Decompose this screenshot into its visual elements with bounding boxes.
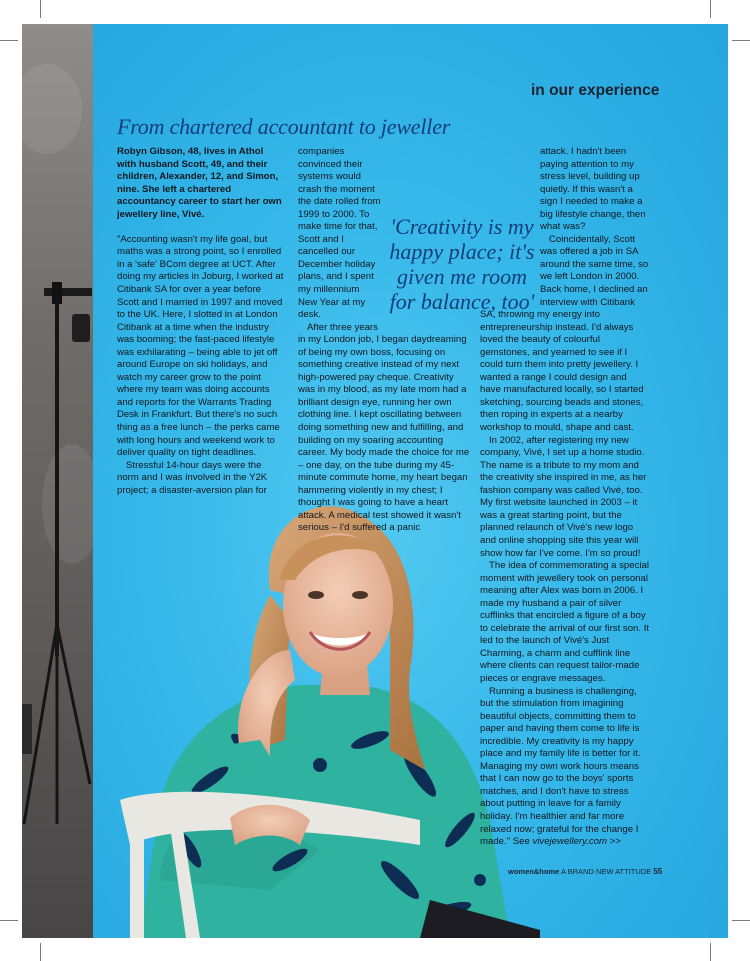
body-paragraph: attack. I hadn't been paying attention to my stress level, building up quietly. If this wasn't a sign I needed to make a big lifestyle change, then what was? bbox=[540, 146, 646, 233]
magazine-tagline: A BRAND NEW ATTITUDE bbox=[560, 867, 652, 876]
continue-arrows: >> bbox=[609, 836, 621, 848]
body-paragraph: "Accounting wasn't my life goal, but maths was a strong point, so I enrolled in a 'safe' BCom degree at UCT. After doing my articles in Joburg, I worked at Citibank SA for over a year before Scott and I married in 1997 and moved to the UK. Here, I slotted in at London Citibank at a time when the industry was booming; the fast-paced lifestyle was exhilarating – being able to jet off around Europe on ski holidays, and watch my career grow to the point where my team was doing accounts and reports for the Warrants Trading Desk in Frankfurt. But there's no such thing as a free lunch – the perks came with long hours and weekend work to deliver quality on tight deadlines. bbox=[117, 233, 284, 459]
website-link[interactable]: vivejewellery.com bbox=[532, 836, 607, 848]
studio-backdrop-strip bbox=[22, 24, 93, 938]
body-paragraph: Stressful 14-hour days were the norm and I was involved in the Y2K project; a disaster-aversion plan for bbox=[117, 459, 268, 496]
page-number: 55 bbox=[653, 867, 663, 876]
section-label: in our experience bbox=[531, 82, 660, 99]
crop-mark bbox=[732, 40, 750, 41]
crop-mark bbox=[0, 40, 18, 41]
body-paragraph: The idea of commemorating a special moment with jewellery took on personal meaning after Alex was born in 2006. I made my husband a pair of silver cufflinks that encircled a figure of a boy to celebrate the arrival of our first son. It led to the launch of Vivé's Just Charming, a charm and cufflink line where clients can request tailor-made pieces or engrave messages. bbox=[480, 560, 650, 684]
article-column-2 bbox=[298, 146, 471, 535]
page-footer bbox=[508, 867, 662, 876]
article-column-1 bbox=[117, 146, 285, 497]
body-paragraph: After three years in my London job, I began daydreaming of being my own boss, focusing on something creative instead of my next high-powered pay cheque. Creativity was in my blood, as my late mom had a brilliant design eye, running her own clothing line. I kept oscillating between doing something new and fulfilling, and building on my soaring accounting career. My body made the choice for me – one day, on the tube during my 45-minute commute home, my heart began hammering violently in my chest; I thought I was going to have a heart attack. A medical test showed it wasn't serious – I'd suffered a panic bbox=[298, 321, 470, 534]
body-paragraph: Coincidentally, Scott was offered a job in SA around the same time, so we left London in 2000. Back home, I declined an interview with Citibank SA, throwing my energy into entrepreneurship instead. I'd always loved the beauty of colourful gemstones, and yearned to see if I could turn them into pretty jewellery. I wanted a range I could design and have manufactured locally, so I started sketching, sourcing beads and stones, then roping in experts at a nearby workshop to mould, shape and cast. bbox=[480, 233, 649, 434]
body-paragraph bbox=[480, 686, 650, 849]
crop-mark bbox=[40, 943, 41, 961]
body-paragraph: companies convinced their systems would crash the moment the date rolled from 1999 to 2000. To make time for that, Scott and I cancelled our December holiday plans, and I spent my millennium New Year at my desk. bbox=[298, 146, 381, 321]
crop-mark bbox=[710, 943, 711, 961]
closing-paragraph-text: Running a business is challenging, but the stimulation from imagining beautiful objects, committing them to paper and having them come to life is incredible. My creativity is my happy place and my family life is better for it. Managing my own work hours means that I can now go to the boys' sports matches, and I don't have to stress about putting in leave for a family holiday. I'm healthier and far more relaxed now; grateful for the change I made." See bbox=[480, 685, 641, 848]
crop-mark bbox=[732, 920, 750, 921]
magazine-brand: women&home bbox=[508, 867, 560, 876]
light-stand-icon bbox=[22, 24, 93, 938]
pull-quote: 'Creativity is my happy place; it's given me room for balance, too' bbox=[389, 214, 535, 314]
crop-mark bbox=[40, 0, 41, 18]
portrait-photo bbox=[120, 500, 540, 938]
article-intro: Robyn Gibson, 48, lives in Athol with husband Scott, 49, and their children, Alexander, 12, and Simon, nine. She left a chartered accountancy career to start her own jewellery line, Vivé. bbox=[117, 146, 282, 220]
crop-mark bbox=[710, 0, 711, 18]
article-headline: From chartered accountant to jeweller bbox=[117, 114, 451, 139]
crop-mark bbox=[0, 920, 18, 921]
body-paragraph: In 2002, after registering my new company, Vivé, I set up a home studio. The name is a tribute to my mom and the creativity she inspired in me, as her fashion company was called Vivé, too. My first website launched in 2003 – it was a great starting point, but the planned relaunch of Vivé's new logo and online shopping site this year will show how far I've come. I'm so proud! bbox=[480, 434, 647, 559]
